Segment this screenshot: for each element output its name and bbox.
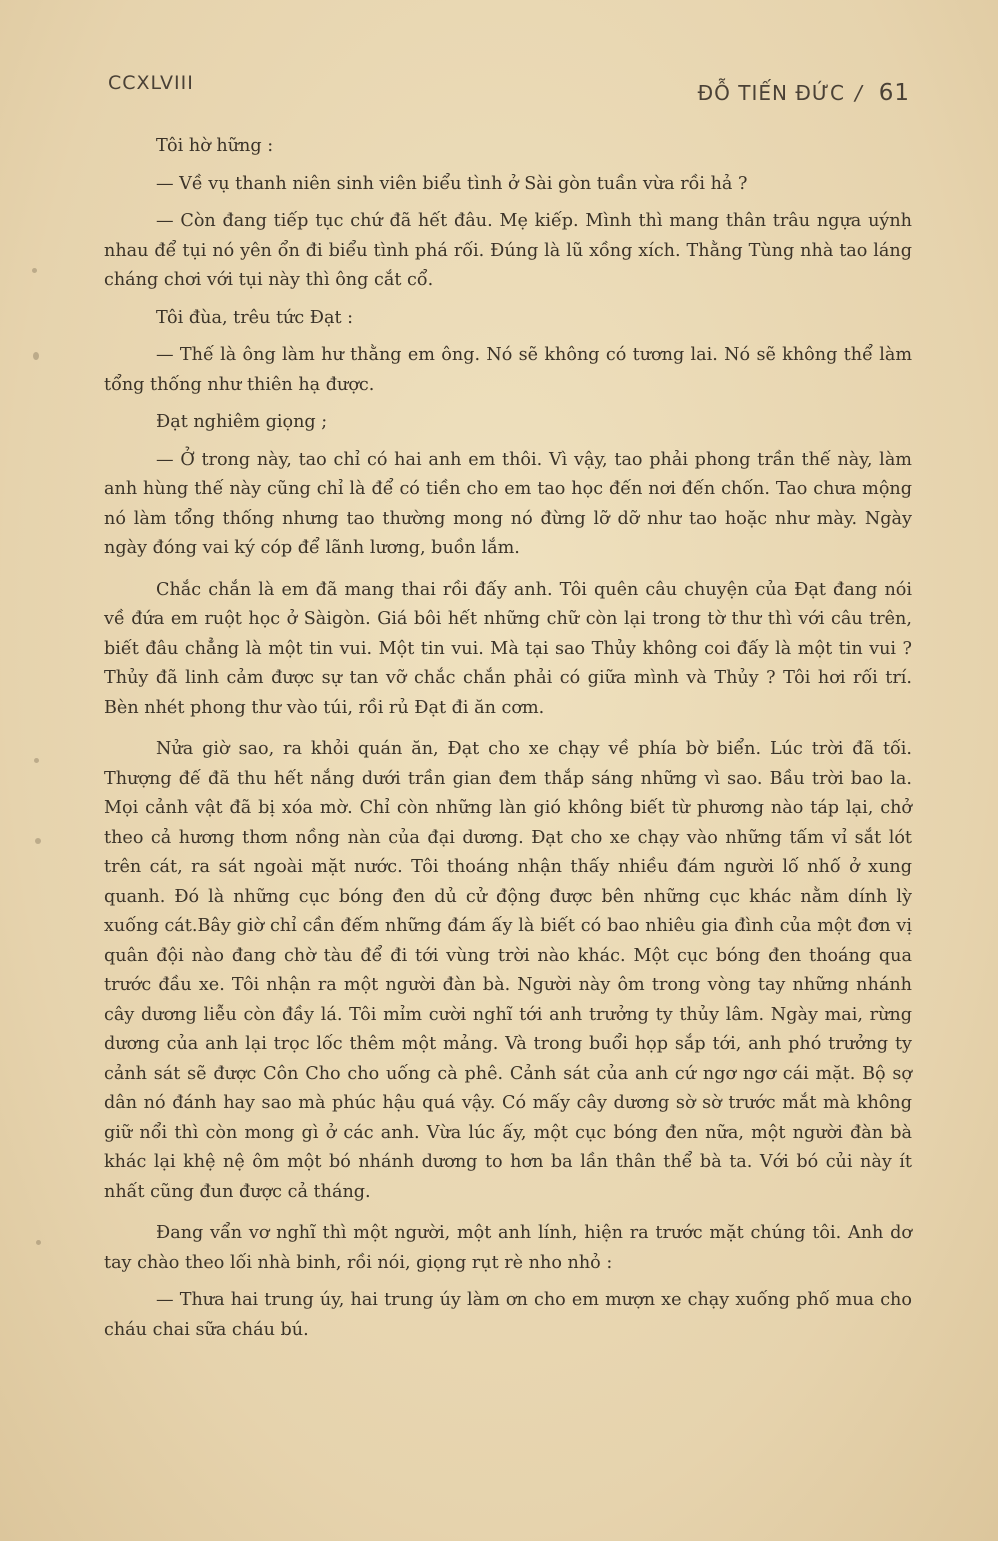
page-number: 61 [878, 80, 910, 106]
paper-speck [36, 1240, 41, 1245]
header-separator: / [854, 81, 863, 105]
author-name: ĐỖ TIẾN ĐỨC [697, 81, 845, 105]
paragraph: Đạt nghiêm giọng ; [156, 412, 328, 432]
paper-speck [35, 838, 41, 844]
paper-speck [34, 758, 39, 763]
body-text [104, 132, 912, 1345]
paragraph: — Thưa hai trung úy, hai trung úy làm ơn cho em mượn xe chạy xuống phố mua cho cháu chai sữa cháu bú. [104, 1290, 912, 1340]
paragraph: Tôi đùa, trêu tức Đạt : [156, 307, 354, 328]
header-author-page [698, 80, 910, 106]
paragraph: — Còn đang tiếp tục chứ đã hết đâu. Mẹ kiếp. Mình thì mang thân trâu ngựa uýnh nhau để tụi nó yên ổn đi biểu tình phá rối. Đúng là lũ xồng xích. Thằng Tùng nhà tao láng cháng chơi với tụi này thì ông cắt cổ. [104, 211, 912, 290]
paragraph: — Về vụ thanh niên sinh viên biểu tình ở Sài gòn tuần vừa rồi hả ? [156, 173, 748, 194]
chapter-numeral: CCXLVIII [108, 72, 194, 94]
paragraph: Tôi hờ hững : [156, 136, 274, 156]
paragraph: — Thế là ông làm hư thằng em ông. Nó sẽ không có tương lai. Nó sẽ không thể làm tổng thống như thiên hạ được. [104, 345, 912, 395]
paper-speck [32, 268, 37, 273]
paper-speck [33, 352, 39, 360]
running-header [108, 68, 910, 108]
paragraph: Đang vẩn vơ nghĩ thì một người, một anh lính, hiện ra trước mặt chúng tôi. Anh dơ tay chào theo lối nhà binh, rồi nói, giọng rụt rè nho nhỏ : [104, 1223, 912, 1273]
paragraph: — Ở trong này, tao chỉ có hai anh em thôi. Vì vậy, tao phải phong trần thế này, làm anh hùng thế này cũng chỉ là để có tiền cho em tao học đến nơi đến chốn. Tao chưa mộng nó làm tổng thống nhưng tao thường mong nó đừng lỡ dỡ như tao hoặc như mày. Ngày ngày đóng vai ký cóp để lãnh lương, buồn lắm. [104, 449, 912, 558]
paragraph: Nửa giờ sao, ra khỏi quán ăn, Đạt cho xe chạy về phía bờ biển. Lúc trời đã tối. Thượng đế đã thu hết nắng dưới trần gian đem thắp sáng những vì sao. Bầu trời bao la. Mọi cảnh vật đã bị xóa mờ. Chỉ còn những làn gió không biết từ phương nào táp lại, chở theo cả hương thơm nồng nàn của đại dương. Đạt cho xe chạy vào những tấm vỉ sắt lót trên cát, ra sát ngoài mặt nước. Tôi thoáng nhận thấy nhiều đám người lố nhố ở xung quanh. Đó là những cục bóng đen dủ cử động được bên những cục khác nằm dính lỳ xuống cát.Bây giờ chỉ cần đếm những đám ấy là biết có bao nhiêu gia đình của một đơn vị quân đội nào đang chờ tàu để đi tới vùng trời nào khác. Một cục bóng đen thoáng qua trước đầu xe. Tôi nhận ra một người đàn bà. Người này ôm trong vòng tay những nhánh cây dương liễu còn đầy lá. Tôi mỉm cười nghĩ tới anh trưởng ty thủy lâm. Ngày mai, rừng dương của anh lại trọc lốc thêm một mảng. Và trong buổi họp sắp tới, anh phó trưởng ty cảnh sát sẽ được Côn Cho cho uống cà phê. Cảnh sát của anh cứ ngơ ngơ cái mặt. Bộ sợ dân nó đánh hay sao mà phúc hậu quá vậy. Có mấy cây dương sờ sờ trước mắt mà không giữ nổi thì còn mong gì ở các anh. Vừa lúc ấy, một cục bóng đen nữa, một người đàn bà khác lại khệ nệ ôm một bó nhánh dương to hơn ba lần thân thể bà ta. Với bó củi này ít nhất cũng đun được cả tháng. [104, 739, 912, 1202]
paragraph: Chắc chắn là em đã mang thai rồi đấy anh. Tôi quên câu chuyện của Đạt đang nói về đứa em ruột học ở Sàigòn. Giá bôi hết những chữ còn lại trong tờ thư thì với câu trên, biết đâu chẳng là một tin vui. Một tin vui. Mà tại sao Thủy không coi đấy là một tin vui ? Thủy đã linh cảm được sự tan vỡ chắc chắn phải có giữa mình và Thủy ? Tôi hơi rối trí. Bèn nhét phong thư vào túi, rồi rủ Đạt đi ăn cơm. [104, 579, 912, 718]
